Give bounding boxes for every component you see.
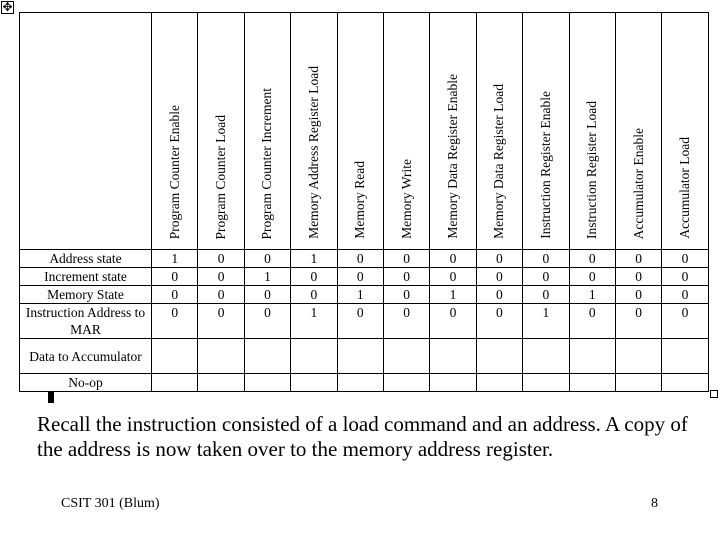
table-corner-cell <box>20 13 152 250</box>
table-cell <box>152 374 198 392</box>
slide-caption: Recall the instruction consisted of a load command and an address. A copy of the address is now taken over to the memory address register. <box>37 412 688 461</box>
table-cell <box>244 374 290 392</box>
row-label: Address state <box>20 250 152 268</box>
table-row <box>20 268 709 286</box>
table-cell: 0 <box>662 286 708 304</box>
column-header <box>430 13 476 250</box>
table-cell: 0 <box>476 250 522 268</box>
resize-handle[interactable] <box>710 390 718 398</box>
table-cell: 0 <box>430 304 476 339</box>
column-header-label: Memory Data Register Enable <box>445 74 461 239</box>
table-cell: 0 <box>615 304 661 339</box>
table-cell <box>569 339 615 374</box>
table-cell <box>152 339 198 374</box>
table-cell <box>523 374 569 392</box>
table-cell: 0 <box>198 286 244 304</box>
table-row <box>20 374 709 392</box>
table-cell <box>244 339 290 374</box>
table-cell: 0 <box>383 304 429 339</box>
table-cell: 0 <box>337 268 383 286</box>
table-cell: 1 <box>152 250 198 268</box>
table-cell <box>615 374 661 392</box>
table-cell: 0 <box>383 268 429 286</box>
table-cell: 0 <box>430 250 476 268</box>
control-signal-table <box>19 12 709 392</box>
table-cell: 0 <box>152 286 198 304</box>
table-cell: 0 <box>569 304 615 339</box>
table-cell: 0 <box>244 304 290 339</box>
table-cell: 0 <box>383 286 429 304</box>
row-label: Increment state <box>20 268 152 286</box>
column-header <box>569 13 615 250</box>
table-cell <box>476 374 522 392</box>
table-cell: 0 <box>430 268 476 286</box>
table-cell: 0 <box>615 250 661 268</box>
column-header <box>152 13 198 250</box>
table-cell: 0 <box>244 286 290 304</box>
footer-page-number: 8 <box>651 496 658 511</box>
column-header-label: Program Counter Increment <box>259 87 275 239</box>
table-cell: 1 <box>569 286 615 304</box>
table-cell: 0 <box>198 304 244 339</box>
table-cell: 0 <box>152 268 198 286</box>
table-cell <box>383 339 429 374</box>
table-cell <box>430 339 476 374</box>
table-cell: 0 <box>569 250 615 268</box>
table-cell: 1 <box>523 304 569 339</box>
column-header <box>383 13 429 250</box>
column-header <box>337 13 383 250</box>
table-cell: 1 <box>337 286 383 304</box>
footer-course: CSIT 301 (Blum) <box>61 496 160 511</box>
table-cell: 0 <box>152 304 198 339</box>
column-header-label: Accumulator Load <box>676 137 692 239</box>
column-header-label: Memory Address Register Load <box>305 66 321 239</box>
table-cell: 0 <box>662 304 708 339</box>
table-cell <box>198 374 244 392</box>
column-header-label: Instruction Register Load <box>584 101 600 239</box>
table-cell <box>569 374 615 392</box>
table-cell: 0 <box>244 250 290 268</box>
column-header-label: Program Counter Enable <box>166 104 182 239</box>
table-row <box>20 304 709 339</box>
move-handle-icon[interactable]: ✥ <box>2 0 13 14</box>
row-label: Instruction Address to MAR <box>20 304 152 339</box>
row-label: No-op <box>20 374 152 392</box>
column-header <box>244 13 290 250</box>
table-cell <box>523 339 569 374</box>
row-label: Data to Accumulator <box>20 339 152 374</box>
table-cell: 0 <box>523 286 569 304</box>
table-cell: 0 <box>662 268 708 286</box>
table-cell: 0 <box>569 268 615 286</box>
column-header-label: Instruction Register Enable <box>537 91 553 239</box>
table-cell: 0 <box>383 250 429 268</box>
table-cell: 0 <box>291 286 337 304</box>
table-cell: 0 <box>476 268 522 286</box>
table-cell: 0 <box>476 286 522 304</box>
table-cell: 0 <box>198 250 244 268</box>
table-cell: 0 <box>337 250 383 268</box>
table-cell <box>615 339 661 374</box>
table-cell: 0 <box>291 268 337 286</box>
table-cell <box>291 339 337 374</box>
table-cell: 0 <box>662 250 708 268</box>
table-cell: 1 <box>291 304 337 339</box>
table-cell: 0 <box>523 250 569 268</box>
table-cell: 0 <box>476 304 522 339</box>
column-header <box>662 13 708 250</box>
table-cell <box>476 339 522 374</box>
table-header-row <box>20 13 709 250</box>
table-cell: 0 <box>615 268 661 286</box>
table-cell: 1 <box>291 250 337 268</box>
table-cell <box>383 374 429 392</box>
column-header <box>476 13 522 250</box>
column-header-label: Memory Data Register Load <box>491 84 507 239</box>
table-row <box>20 286 709 304</box>
column-header <box>198 13 244 250</box>
column-header <box>615 13 661 250</box>
table-cell <box>430 374 476 392</box>
table-cell: 0 <box>615 286 661 304</box>
table-cell <box>337 374 383 392</box>
table-cell: 0 <box>523 268 569 286</box>
table-cell <box>198 339 244 374</box>
column-header <box>291 13 337 250</box>
table-row <box>20 250 709 268</box>
table-cell: 0 <box>198 268 244 286</box>
row-selection-cursor <box>48 391 54 403</box>
table-cell <box>662 339 708 374</box>
table-cell <box>662 374 708 392</box>
row-label: Memory State <box>20 286 152 304</box>
table-cell: 1 <box>430 286 476 304</box>
column-header-label: Memory Write <box>398 159 414 239</box>
column-header <box>523 13 569 250</box>
table-cell: 0 <box>337 304 383 339</box>
column-header-label: Accumulator Enable <box>630 127 646 239</box>
column-header-label: Program Counter Load <box>213 114 229 239</box>
table-cell <box>337 339 383 374</box>
column-header-label: Memory Read <box>352 161 368 239</box>
table-cell: 1 <box>244 268 290 286</box>
table-cell <box>291 374 337 392</box>
table-row <box>20 339 709 374</box>
